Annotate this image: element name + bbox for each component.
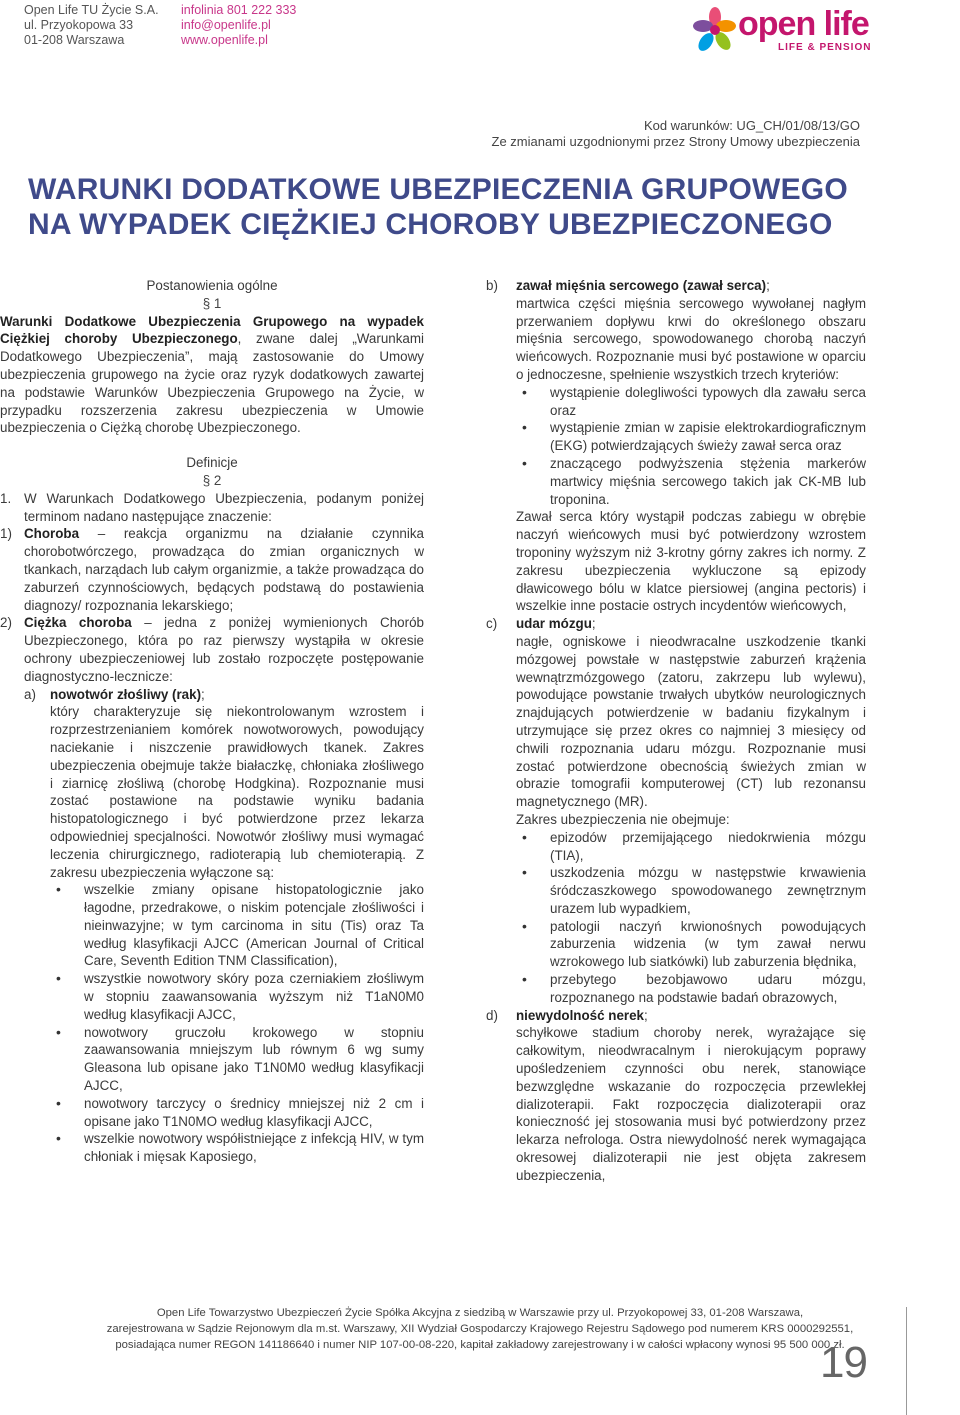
company-city: 01-208 Warszawa bbox=[24, 33, 125, 47]
company-address bbox=[24, 3, 159, 48]
definition-term: Ciężka choroba bbox=[24, 615, 132, 631]
item-number: 1) bbox=[0, 526, 12, 542]
code-note: Ze zmianami uzgodnionymi przez Strony Umowy ubezpieczenia bbox=[491, 134, 860, 149]
disease-d bbox=[486, 1007, 866, 1025]
hotline: infolinia 801 222 333 bbox=[181, 3, 297, 17]
definition-term: Choroba bbox=[24, 526, 80, 542]
list-item: • wystąpienie zmian w zapisie elektrokardiograficznym (EKG) potwierdzających świeży zawał serca oraz bbox=[516, 419, 866, 455]
definition-body: – jedna z poniżej wymienionych Chorób Ubezpieczonego, która po raz pierwszy wystąpiła w okresie ochrony ubezpieczeniowej lub zostało rozpoczęte postępowanie diagnostyczno-lecznicze: bbox=[24, 615, 424, 684]
punctuation: ; bbox=[766, 278, 770, 293]
title-line-1: WARUNKI DODATKOWE UBEZPIECZENIA GRUPOWEGO bbox=[28, 173, 848, 206]
disease-b bbox=[486, 277, 866, 295]
stroke-exclusions-list bbox=[486, 829, 866, 1007]
company-name: Open Life TU Życie S.A. bbox=[24, 3, 159, 17]
list-item: • wszelkie zmiany opisane histopatologicznie jako łagodne, przedrakowe, o niskim potencjale złośliwości i nieinwazyjne; w tym carcinoma in situ (Tis) oraz Ta według klasyfikacji AJCC (American Journal of Critical Care, Seventh Edition TNM Classification), bbox=[50, 881, 424, 970]
disease-name: udar mózgu bbox=[516, 616, 592, 632]
disease-d-description: schyłkowe stadium choroby nerek, wyrażające się całkowitym, nieodwracalnym i nierokującym poprawy upośledzeniem czynności obu nerek, stanowiące bezwzględne wskazanie do rozpoczęcia przewlekłej dializoterapii. Fakt rozpoczęcia dializoterapii oraz konieczność jej stosowania musi być potwierdzony przez lekarza nefrologa. Ostra niewydolność nerek wymagająca okresowej dializoterapii nie jest objęta zakresem ubezpieczenia, bbox=[516, 1025, 866, 1183]
general-provisions-rest: , zwane dalej „Warunkami Dodatkowego Ubezpieczenia”, mają zastosowanie do Umowy ubezpieczenia grupowego na życie oraz ryzyk dodatkowych zawartej na podstawie Warunków Ubezpieczenia Grupowego na Życie, w przypadku rozszerzenia zakresu ubezpieczenia w Umowie ubezpieczenia o Ciężką chorobę Ubezpieczonego. bbox=[0, 331, 425, 436]
definition-text bbox=[24, 614, 424, 685]
flower-icon bbox=[692, 6, 738, 56]
footer-line-2: zarejestrowana w Sądzie Rejonowym dla m.st. Warszawy, XII Wydział Gospodarczy Krajowego Rejestru Sądowego pod numerem KRS 0000292551, bbox=[106, 1323, 854, 1335]
list-item: • uszkodzenia mózgu w następstwie krwawienia śródczaszkowego spowodowanego zewnętrznym urazem lub wypadkiem, bbox=[516, 864, 866, 917]
logo-wordmark: open life bbox=[738, 5, 869, 43]
disease-a bbox=[0, 686, 424, 704]
definition-item-1 bbox=[0, 525, 424, 614]
general-provisions-text bbox=[0, 313, 424, 438]
document-title bbox=[28, 172, 848, 242]
section-heading-definitions: Definicje bbox=[186, 455, 238, 471]
website-link[interactable]: www.openlife.pl bbox=[181, 33, 268, 47]
title-line-2: NA WYPADEK CIĘŻKIEJ CHOROBY UBEZPIECZONEGO bbox=[28, 208, 833, 241]
list-item: • przebytego bezobjawowo udaru mózgu, rozpoznanego na podstawie badań obrazowych, bbox=[516, 971, 866, 1007]
disease-a-description: który charakteryzuje się niekontrolowanym wzrostem i rozprzestrzenianiem komórek nowotworowych, powodujący naciekanie i niszczenie prawidłowych tkanek. Zakres ubezpieczenia obejmuje także białaczkę, chłoniaka złośliwego i ziarnicę złośliwą (chorobę Hodgkina). Rozpoznanie musi zostać postawione na podstawie wyniku badania histopatologicznego i być potwierdzone przez lekarza odpowiedniej specjalności. Nowotwór złośliwy musi wymagać leczenia chirurgicznego, radioterapią lub chemioterapią. Z zakresu ubezpieczenia wyłączone są: bbox=[50, 704, 424, 880]
footer-line-3: posiadająca numer REGON 141186640 i numer NIP 107-00-08-220, kapitał zakładowy zarejestrowany i w całości wpłacony wynosi 95 500 000 zł. bbox=[115, 1339, 845, 1351]
disease-c-description: nagłe, ogniskowe i nieodwracalne uszkodzenie tkanki mózgowej powstałe w następstwie zaburzeń krążenia wewnątrzmózgowego (zatoru, zakrzepu lub wylewu), powodujące powstanie trwałych ubytków neurologicznych znajdujących potwierdzenie w badaniu fizykalnym i utrzymujące się przez okres co najmniej 3 miesięcy od chwili rozpoznania udaru mózgu. Rozpoznanie musi zostać potwierdzone obecnością świeżych zmian w obrazie tomografii komputerowej (CT) lub rezonansu magnetycznego (MR). bbox=[516, 633, 866, 810]
punctuation: ; bbox=[591, 616, 596, 632]
left-column bbox=[0, 277, 424, 1166]
disease-name: nowotwór złośliwy (rak) bbox=[50, 686, 202, 702]
list-item: • znaczącego podwyższenia stężenia markerów martwicy mięśnia sercowego takich jak CK-MB lub troponina. bbox=[516, 455, 866, 508]
right-column bbox=[486, 277, 866, 1185]
footer-divider bbox=[906, 1307, 907, 1415]
logo-tagline: LIFE & PENSION bbox=[778, 42, 872, 53]
list-item: • nowotwory tarczycy o średnicy mniejszej niż 2 cm i opisane jako T1N0MO według klasyfikacji AJCC, bbox=[50, 1095, 424, 1131]
list-item: • epizodów przemijającego niedokrwienia mózgu (TIA), bbox=[516, 829, 866, 865]
item-letter: b) bbox=[486, 278, 498, 293]
list-item: • wszelkie nowotwory współistniejące z infekcją HIV, w tym chłoniak i mięsak Kaposiego, bbox=[50, 1130, 424, 1166]
code-line: Kod warunków: UG_CH/01/08/13/GO bbox=[643, 118, 860, 133]
openlife-logo bbox=[692, 4, 882, 60]
exclusions-list bbox=[0, 881, 424, 1166]
section-heading-general: Postanowienia ogólne bbox=[146, 278, 278, 293]
email-link[interactable]: info@openlife.pl bbox=[181, 18, 271, 32]
criteria-list bbox=[486, 384, 866, 509]
definition-item-2 bbox=[0, 614, 424, 685]
item-letter: c) bbox=[486, 616, 498, 632]
list-item: • nowotwory gruczołu krokowego w stopniu zaawansowania mniejszym lub równym 6 wg sumy Gleasona lub opisane jako T1N0M0 według klasyfikacji AJCC, bbox=[50, 1024, 424, 1095]
definition-intro bbox=[0, 490, 424, 526]
punctuation: ; bbox=[644, 1007, 648, 1023]
item-letter: a) bbox=[24, 686, 36, 702]
punctuation: ; bbox=[201, 686, 205, 702]
item-number: 2) bbox=[0, 615, 12, 631]
definition-intro-text: W Warunkach Dodatkowego Ubezpieczenia, podanym poniżej terminom nadano następujące znaczenie: bbox=[24, 490, 424, 524]
list-item: • patologii naczyń krwionośnych powodujących zaburzenia widzenia (w tym zawał nerwu wzrokowego lub siatkówki) lub zaburzenia błędnika, bbox=[516, 918, 866, 971]
disease-c-scope: Zakres ubezpieczenia nie obejmuje: bbox=[516, 811, 730, 827]
paragraph-number-2: § 2 bbox=[202, 472, 222, 488]
company-street: ul. Przyokopowa 33 bbox=[24, 18, 134, 32]
disease-c bbox=[486, 615, 866, 633]
disease-name: zawał mięśnia sercowego (zawał serca) bbox=[516, 278, 767, 293]
company-footer bbox=[0, 1305, 960, 1353]
disease-b-description: martwica części mięśnia sercowego wywołanej nagłym przerwaniem dopływu krwi do określonego obszaru mięśnia sercowego, spowodowanego chorobą naczyń wieńcowych. Rozpoznanie musi być postawione w oparciu o jednoczesne, spełnienie wszystkich trzech kryteriów: bbox=[516, 295, 866, 382]
list-item: • wystąpienie dolegliwości typowych dla zawału serca oraz bbox=[516, 384, 866, 420]
conditions-code bbox=[492, 118, 861, 150]
footer-line-1: Open Life Towarzystwo Ubezpieczeń Życie Spółka Akcyjna z siedzibą w Warszawie przy ul. Przyokopowej 33, 01-208 Warszawa, bbox=[156, 1307, 804, 1319]
page-number: 19 bbox=[820, 1338, 867, 1387]
item-letter: d) bbox=[486, 1007, 498, 1023]
company-contact bbox=[181, 3, 296, 48]
list-item: • wszystkie nowotwory skóry poza czerniakiem złośliwym w stopniu zaawansowania wyższym niż T1aN0M0 według klasyfikacji AJCC, bbox=[50, 970, 424, 1023]
definition-body: – reakcja organizmu na działanie czynnika chorobotwórczego, prowadząca do zmian organicznych w tkankach, narządach lub całym organizmie, a także prowadząca do zaburzeń czynnościowych, będących podstawą do postawienia diagnozy/ rozpoznania lekarskiego; bbox=[24, 526, 424, 613]
item-number: 1. bbox=[0, 490, 12, 506]
definition-text bbox=[24, 525, 424, 614]
disease-name: niewydolność nerek bbox=[516, 1007, 644, 1023]
disease-b-note: Zawał serca który wystąpił podczas zabiegu w obrębie naczyń wieńcowych musi być potwierdzony wzrostem troponiny wyższym niż 3-krotny górny zakres ich normy. Z zakresu ubezpieczenia wykluczone są epizody dławicowego bólu w klatce piersiowej (angina pectoris) i wszelkie inne postacie ostrych incydentów wieńcowych, bbox=[516, 509, 866, 614]
paragraph-number-1: § 1 bbox=[202, 295, 222, 311]
conditions-name: Warunki Dodatkowe Ubezpieczenia Grupowego na wypadek Ciężkiej choroby Ubezpieczonego bbox=[0, 313, 424, 347]
